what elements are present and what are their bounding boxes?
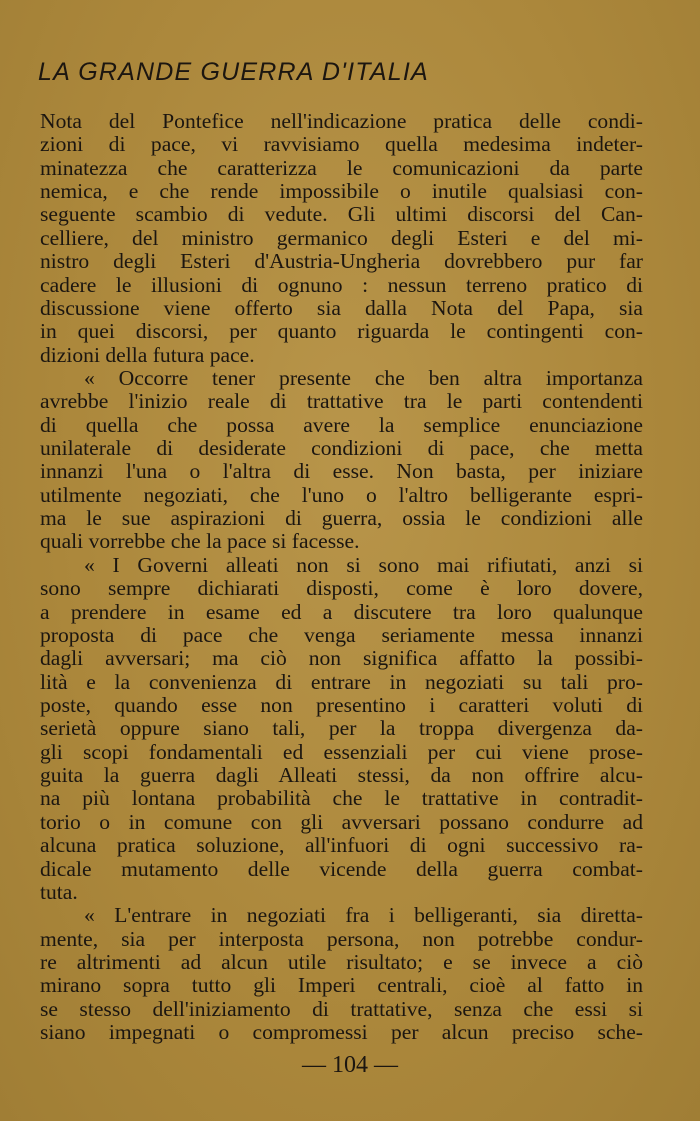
text-line: ma le sue aspirazioni di guerra, ossia le condizioni alle xyxy=(40,507,643,531)
text-line: tuta. xyxy=(40,880,78,904)
text-line: celliere, del ministro germanico degli Esteri e del mi- xyxy=(40,226,643,250)
text-line: alcuna pratica soluzione, all'infuori di ogni successivo ra- xyxy=(40,834,643,858)
text-line: discussione viene offerto sia dalla Nota del Papa, sia xyxy=(40,296,643,320)
text-line: torio o in comune con gli avversari possano condurre ad xyxy=(40,810,643,834)
text-line: a prendere in esame ed a discutere tra loro qualunque xyxy=(40,600,643,624)
text-line: se stesso dell'iniziamento di trattative, senza che essi si xyxy=(40,997,643,1021)
text-line: zioni di pace, vi ravvisiamo quella medesima indeter- xyxy=(40,133,643,157)
text-line: dagli avversari; ma ciò non significa affatto la possibi- xyxy=(40,647,643,671)
text-line: innanzi l'una o l'altra di esse. Non basta, per iniziare xyxy=(40,460,643,484)
text-line: sono sempre dichiarati disposti, come è loro dovere, xyxy=(40,577,643,601)
text-line: utilmente negoziati, che l'uno o l'altro belligerante espri- xyxy=(40,483,643,507)
text-line: « I Governi alleati non si sono mai rifiutati, anzi si xyxy=(84,553,643,577)
text-line: mente, sia per interposta persona, non potrebbe condur- xyxy=(40,927,643,951)
text-line: dizioni della futura pace. xyxy=(40,343,255,367)
text-line: nistro degli Esteri d'Austria-Ungheria dovrebbero pur far xyxy=(40,250,643,274)
text-line: lità e la convenienza di entrare in negoziati su tali pro- xyxy=(40,670,643,694)
running-head: LA GRANDE GUERRA D'ITALIA xyxy=(38,58,429,86)
text-line: gli scopi fondamentali ed essenziali per cui viene prose- xyxy=(40,740,643,764)
text-line: in quei discorsi, per quanto riguarda le contingenti con- xyxy=(40,320,643,344)
text-line: guita la guerra dagli Alleati stessi, da non offrire alcu- xyxy=(40,764,643,788)
text-line: na più lontana probabilità che le trattative in contradit- xyxy=(40,787,643,811)
text-line: poste, quando esse non presentino i caratteri voluti di xyxy=(40,693,643,717)
text-line: siano impegnati o compromessi per alcun preciso sche- xyxy=(40,1021,643,1045)
page-number: — 104 — xyxy=(302,1052,398,1078)
text-line: mirano sopra tutto gli Imperi centrali, cioè al fatto in xyxy=(40,974,643,998)
body-text xyxy=(40,110,643,1044)
text-line: serietà oppure siano tali, per la troppa divergenza da- xyxy=(40,717,643,741)
text-line: proposta di pace che venga seriamente messa innanzi xyxy=(40,623,643,647)
text-line: avrebbe l'inizio reale di trattative tra le parti contendenti xyxy=(40,390,643,414)
text-line: « Occorre tener presente che ben altra importanza xyxy=(84,366,643,390)
text-line: unilaterale di desiderate condizioni di pace, che metta xyxy=(40,437,643,461)
text-line: dicale mutamento delle vicende della guerra combat- xyxy=(40,857,643,881)
text-line: quali vorrebbe che la pace si facesse. xyxy=(40,530,360,554)
text-line: Nota del Pontefice nell'indicazione pratica delle condi- xyxy=(40,110,643,133)
text-line: re altrimenti ad alcun utile risultato; e se invece a ciò xyxy=(40,950,643,974)
text-line: « L'entrare in negoziati fra i belligeranti, sia diretta- xyxy=(84,904,643,928)
text-line: seguente scambio di vedute. Gli ultimi discorsi del Can- xyxy=(40,203,643,227)
text-line: minatezza che caratterizza le comunicazioni da parte xyxy=(40,156,643,180)
text-line: nemica, e che rende impossibile o inutile qualsiasi con- xyxy=(40,180,643,204)
text-line: cadere le illusioni di ognuno : nessun terreno pratico di xyxy=(40,273,643,297)
text-line: di quella che possa avere la semplice enunciazione xyxy=(40,413,643,437)
